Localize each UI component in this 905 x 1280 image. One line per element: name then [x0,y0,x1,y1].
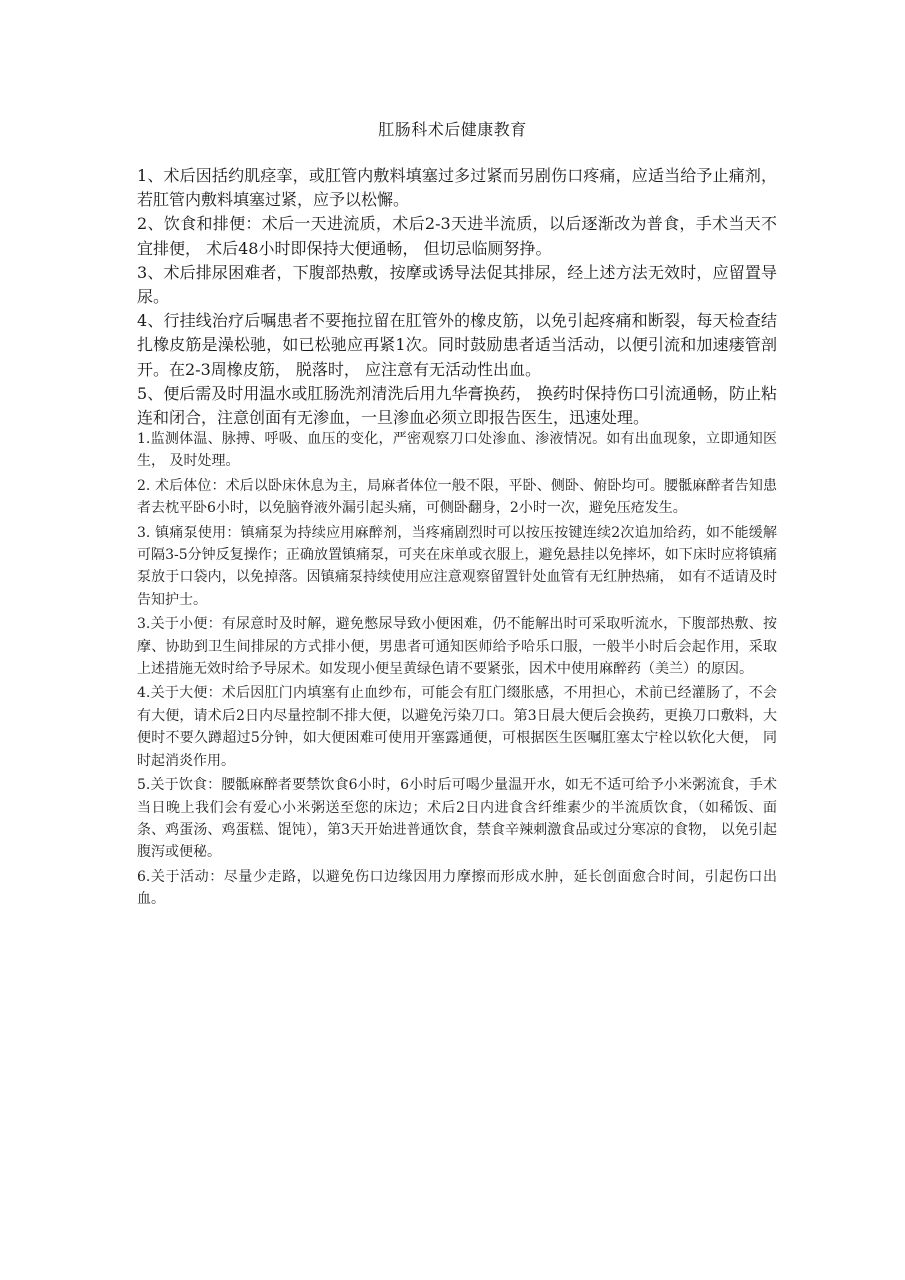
guidance-item-monitoring: 1.监测体温、脉搏、呼吸、血压的变化，严密观察刀口处渗血、渗液情况。如有出血现象，立即通知医生， 及时处理。 [137,431,777,470]
post-op-care-section [137,164,777,430]
guidance-item-diet: 5.关于饮食：腰骶麻醉者要禁饮食6小时，6小时后可喝少量温开水，如无不适可给予小米粥流食，手术当日晚上我们会有爱心小米粥送至您的床边；术后2日内进食含纤维素少的半流质饮食，（如稀饭、面条、鸡蛋汤、鸡蛋糕、馄饨），第3天开始进普通饮食，禁食辛辣刺激食品或过分寒凉的食物， 以免引起腹泻或便秘。 [137,777,777,861]
care-item-5: 5、便后需及时用温水或肛肠洗剂清洗后用九华膏换药， 换药时保持伤口引流通畅，防止粘连和闭合，注意创面有无渗血，一旦渗血必须立即报告医生，迅速处理。 [137,383,777,428]
care-item-1: 1、术后因括约肌痉挛，或肛管内敷料填塞过多过紧而另剧伤口疼痛，应适当给予止痛剂，若肛管内敷料填塞过紧，应予以松懈。 [137,166,777,210]
care-item-2: 2、饮食和排便：术后一天进流质，术后2-3天进半流质，以后逐渐改为普食，手术当天不宜排便， 术后48小时即保持大便通畅， 但切忌临厕努挣。 [137,214,777,258]
care-item-4: 4、行挂线治疗后嘱患者不要拖拉留在肛管外的橡皮筋，以免引起疼痛和断裂，每天检查结扎橡皮筋是澡松驰，如已松驰应再紧1次。同时鼓励患者适当活动，以便引流和加速瘘管剖开。在2-3周橡皮筋， 脱落时， 应注意有无活动性出血。 [137,311,777,379]
document-title: 肛肠科术后健康教育 [378,120,527,139]
care-item-3: 3、术后排尿困难者，下腹部热敷，按摩或诱导法促其排尿，经上述方法无效时，应留置导尿。 [137,262,777,307]
guidance-item-position: 2. 术后体位：术后以卧床休息为主，局麻者体位一般不限，平卧、侧卧、俯卧均可。腰骶麻醉者告知患者去枕平卧6小时，以免脑脊液外漏引起头痛，可侧卧翻身，2小时一次，避免压疮发生。 [137,477,777,517]
guidance-item-urination: 3.关于小便：有尿意时及时解，避免憋尿导致小便困难，仍不能解出时可采取听流水，下腹部热敷、按摩、协助到卫生间排尿的方式排小便，男患者可通知医师给予哈乐口服，一般半小时后会起作用，采取上述措施无效时给予导尿术。如发现小便呈黄绿色请不要紧张，因术中使用麻醉药（美兰）的原因。 [137,616,777,678]
patient-guidance-section [137,428,777,913]
guidance-item-activity: 6.关于活动：尽量少走路，以避免伤口边缘因用力摩擦而形成水肿，延长创面愈合时间，引起伤口出血。 [137,868,777,908]
guidance-item-bowel: 4.关于大便：术后因肛门内填塞有止血纱布，可能会有肛门缀胀感，不用担心，术前已经灌肠了，不会有大便，请术后2日内尽量控制不排大便，以避免污染刀口。第3日晨大便后会换药，更换刀口敷料，大便时不要久蹲超过5分钟，如大便困难可使用开塞露通便，可根据医生医嘱肛塞太宁栓以软化大便， 同时起消炎作用。 [137,685,777,769]
guidance-item-analgesia-pump: 3. 镇痛泵使用：镇痛泵为持续应用麻醉剂，当疼痛剧烈时可以按压按键连续2次追加给药，如不能缓解可隔3-5分钟反复操作；正确放置镇痛泵，可夹在床单或衣服上，避免悬挂以免摔坏，如下床时应将镇痛泵放于口袋内，以免掉落。因镇痛泵持续使用应注意观察留置针处血管有无红肿热痛， 如有不适请及时告知护士。 [137,524,777,608]
